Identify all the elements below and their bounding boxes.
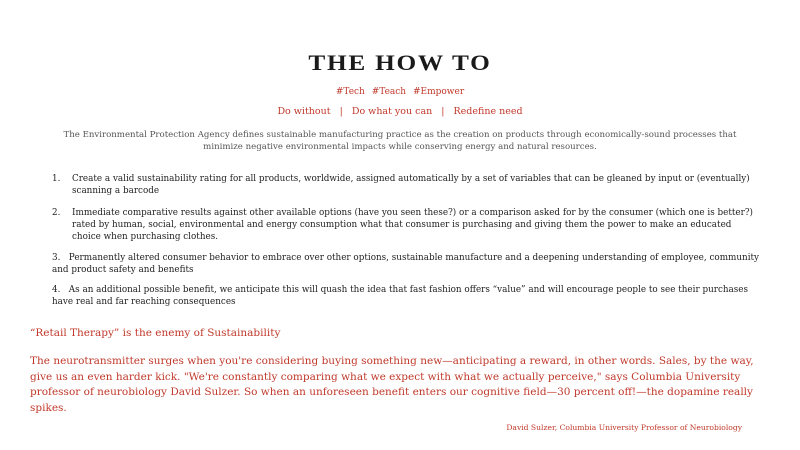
nav-separator: | xyxy=(441,106,445,117)
list-text: Immediate comparative results against other available options (have you seen these?) or a comparison asked for by the consumer (which one is better?) rated by human, social, environmental and energy consumption what that consumer is purchasing and giving them the power to make an educated choice when purchasing clothes. xyxy=(72,208,753,242)
list-number: 2. xyxy=(52,208,61,218)
list-number: 3. xyxy=(52,253,61,263)
list-text: Create a valid sustainability rating for all products, worldwide, assigned automatically by a set of variables that can be gleaned by input or (eventually) scanning a barcode xyxy=(72,174,750,196)
list-item xyxy=(52,284,762,308)
list-text: As an additional possible benefit, we anticipate this will quash the idea that fast fashion offers “value” and will encourage people to see their purchases have real and far reaching consequences xyxy=(52,285,749,307)
hashtag-tech: #Tech xyxy=(335,87,365,97)
nav-redefine-need[interactable]: Redefine need xyxy=(453,106,523,117)
hashtag-row xyxy=(0,87,800,97)
quote-heading: “Retail Therapy” is the enemy of Sustainability xyxy=(30,327,281,339)
quote-attribution: David Sulzer, Columbia University Professor of Neurobiology xyxy=(506,423,742,432)
list-text: Permanently altered consumer behavior to embrace over other options, sustainable manufacture and a deepening understanding of employee, community and product safety and benefits xyxy=(52,253,760,275)
list-number: 4. xyxy=(52,285,61,295)
intro-paragraph: The Environmental Protection Agency defines sustainable manufacturing practice as the creation on products through economically-sound processes that minimize negative environmental impacts while conserving energy and natural resources. xyxy=(63,130,737,152)
nav-separator: | xyxy=(339,106,343,117)
list-item xyxy=(52,207,762,243)
nav-do-without[interactable]: Do without xyxy=(277,106,331,117)
page-title: THE HOW TO xyxy=(308,50,492,75)
principles-nav xyxy=(0,106,800,117)
hashtag-empower: #Empower xyxy=(412,87,465,97)
hashtag-teach: #Teach xyxy=(371,87,407,97)
list-item xyxy=(52,173,762,197)
list-item xyxy=(52,252,762,276)
list-number: 1. xyxy=(52,174,61,184)
quote-body: The neurotransmitter surges when you're considering buying something new—anticipating a reward, in other words. Sales, by the way, give us an even harder kick. "We're constantly comparing what we expect with what we actually perceive," says Columbia University professor of neurobiology David Sulzer. So when an unforeseen benefit enters our cognitive field—30 percent off!—the dopamine really spikes. xyxy=(30,355,754,414)
nav-do-what-you-can[interactable]: Do what you can xyxy=(351,106,433,117)
